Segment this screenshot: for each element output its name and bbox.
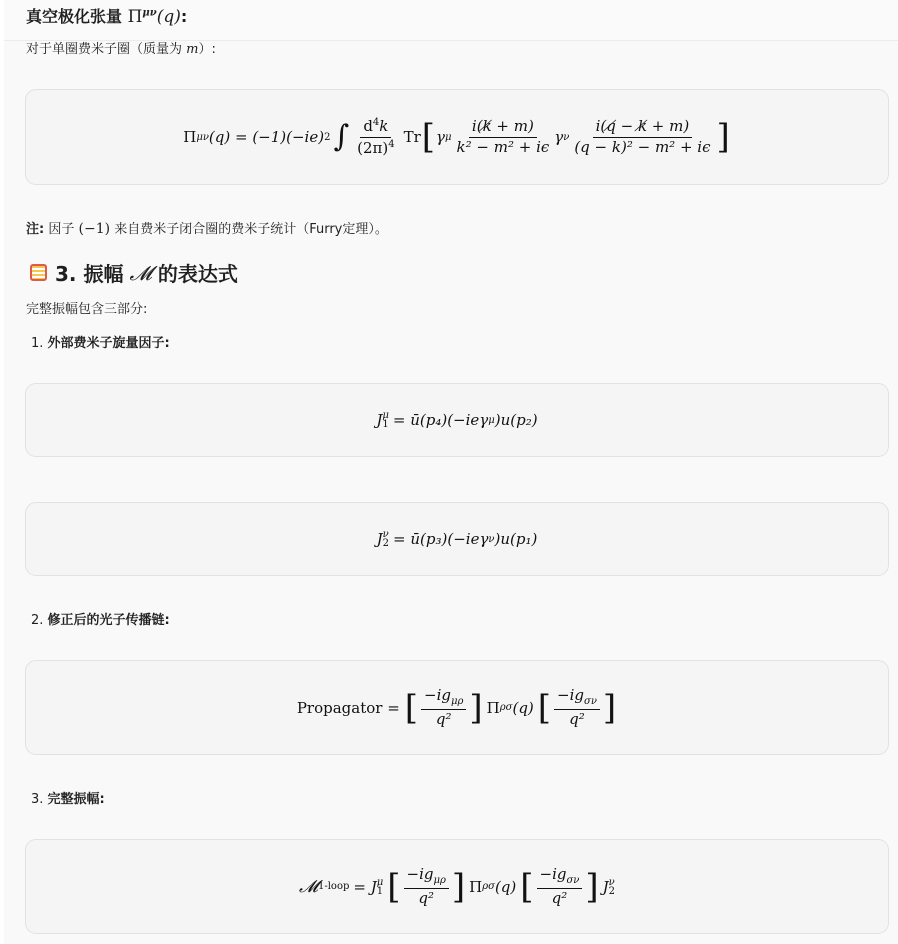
prop-f1-num: −ig <box>424 686 451 705</box>
j2-lhs-sub: 2 <box>382 538 390 549</box>
list-item-1-label: 外部费米子旋量因子: <box>47 336 170 351</box>
list-item-1-number: 1. <box>31 336 44 351</box>
amp-bracket-2-open: [ <box>520 866 534 907</box>
amp-bracket-1-open: [ <box>387 866 401 907</box>
trace-operator: Tr <box>403 128 421 146</box>
measure-d: d <box>363 117 373 136</box>
amp-lhs-sub: 1-loop <box>317 881 350 892</box>
j1-lhs: J <box>376 411 383 429</box>
prop-f1-num-sub: μρ <box>451 696 464 708</box>
eq-lhs-sup: μν <box>196 131 209 143</box>
j2-equation-box <box>25 502 889 576</box>
prop-pi-sup: ρσ <box>499 702 513 713</box>
right-bracket: ] <box>716 117 730 157</box>
amp-f1-den: q² <box>418 888 434 907</box>
measure-d-sup: 4 <box>372 117 380 129</box>
list-item-2-number: 2. <box>31 613 44 628</box>
heading-arg: (q) <box>156 7 181 27</box>
left-bracket: [ <box>421 117 436 157</box>
prop2-num: i(q̸ − k̸ + m) <box>593 118 693 137</box>
amp-j1-sup: μ <box>376 876 384 888</box>
j2-lhs: J <box>376 530 383 548</box>
gamma-mu: γ <box>436 128 446 146</box>
note-label: 注: <box>26 222 45 237</box>
measure-k: k <box>379 117 389 136</box>
j1-rhs-end: )u(p₂) <box>494 411 538 429</box>
prop2-den: (q − k)² − m² + iϵ <box>574 137 711 156</box>
prop-f2-num: −ig <box>557 686 585 705</box>
amplitude-equation <box>299 866 615 907</box>
amp-pi-arg: (q) <box>494 877 517 896</box>
vacuum-polarization-equation-box <box>25 89 889 185</box>
amp-bracket-1-close: ] <box>451 866 466 907</box>
propagator-equation-box <box>25 660 889 755</box>
section-3-heading-sym: 𝓜 <box>129 260 152 285</box>
gamma-nu-sup: ν <box>563 131 570 143</box>
abacus-icon <box>30 264 47 281</box>
furry-note <box>26 218 388 237</box>
amp-j2-sub: 2 <box>608 885 616 897</box>
j1-rhs-sup: μ <box>488 414 495 426</box>
propagator-lhs: Propagator = <box>296 698 400 717</box>
section-3-heading-post: 的表达式 <box>157 262 238 286</box>
amp-bracket-2-close: ] <box>585 866 599 907</box>
prop1-den: k² − m² + iϵ <box>456 137 550 156</box>
amp-f2-num: −ig <box>539 865 567 884</box>
j2-equation <box>377 530 538 548</box>
prop-bracket-1-close: ] <box>469 687 483 728</box>
amp-j2-sup: ν <box>608 876 615 888</box>
amp-f2-den: q² <box>551 888 568 907</box>
list-item-2 <box>31 609 170 628</box>
prop-bracket-2-close: ] <box>602 687 617 728</box>
note-text-post: 来自费米子闭合圈的费米子统计（Furry定理）。 <box>114 222 388 237</box>
note-text-pre: 因子 <box>48 222 75 237</box>
amp-j1-sub: 1 <box>376 885 384 897</box>
measure-fraction <box>354 117 397 157</box>
prop-pi-arg: (q) <box>512 698 534 717</box>
measure-den: (2π) <box>357 138 389 157</box>
eq-lhs-pi: Π <box>183 128 197 146</box>
j2-rhs: = ū(p₃)(−ieγ <box>393 530 489 548</box>
list-item-3-number: 3. <box>31 792 44 807</box>
photon-propagator-1 <box>421 687 466 728</box>
amp-photon-propagator-1 <box>404 866 449 907</box>
j2-rhs-end: )u(p₁) <box>494 530 538 548</box>
amp-photon-propagator-2 <box>537 866 583 907</box>
eq-pow: 2 <box>324 131 331 143</box>
amp-eq: = J <box>353 877 377 896</box>
prop-f2-num-sub: σν <box>584 696 597 708</box>
prop-f2-den: q² <box>569 709 585 728</box>
amp-f1-num: −ig <box>406 865 434 884</box>
j1-rhs: = ū(p₄)(−ieγ <box>392 411 489 429</box>
j1-lhs-sup: μ <box>382 410 389 421</box>
prop-f1-den: q² <box>435 709 452 728</box>
prop-bracket-1-open: [ <box>404 687 419 728</box>
measure-den-sup: 4 <box>388 138 395 150</box>
heading-pi-sup: μν <box>142 7 157 19</box>
prop1-num: i(k̸ + m) <box>469 118 537 137</box>
integral-sign: ∫ <box>333 119 350 154</box>
amp-pi-sup: ρσ <box>482 881 495 892</box>
section-3-heading-pre: 3. 振幅 <box>55 262 124 286</box>
j1-equation <box>376 411 537 429</box>
j1-lhs-sub: 1 <box>382 419 389 430</box>
heading-pi: Π <box>127 7 143 27</box>
eq-lhs-arg: (q) = (−1)(−ie) <box>208 128 325 146</box>
fermion-propagator-1 <box>454 118 553 156</box>
heading-colon: : <box>180 7 188 26</box>
vacuum-intro <box>26 38 216 57</box>
intro-mass: m <box>186 42 199 57</box>
j2-lhs-sup: ν <box>382 529 389 540</box>
section-3-heading <box>30 258 238 287</box>
note-factor: (−1) <box>78 221 111 237</box>
document-page <box>4 0 898 944</box>
propagator-equation <box>297 687 617 728</box>
vacuum-polarization-heading <box>26 4 187 27</box>
prop-pi: Π <box>486 698 500 717</box>
gamma-mu-sup: μ <box>445 131 452 143</box>
intro-text: 对于单圈费米子圈（质量为 <box>26 42 183 57</box>
list-item-1 <box>31 332 170 351</box>
amp-pi: Π <box>469 877 483 896</box>
amplitude-equation-box <box>25 839 889 934</box>
list-item-3-label: 完整振幅: <box>47 792 105 807</box>
amp-j2: J <box>602 877 609 896</box>
fermion-propagator-2 <box>571 118 713 156</box>
vacuum-polarization-equation <box>183 117 731 157</box>
photon-propagator-2 <box>554 687 600 728</box>
prop-bracket-2-open: [ <box>537 687 552 728</box>
amp-lhs: 𝓜 <box>298 876 318 897</box>
j1-equation-box <box>25 383 889 457</box>
amp-f1-num-sub: μρ <box>433 875 446 887</box>
gamma-nu: γ <box>554 128 564 146</box>
j2-rhs-sup: ν <box>488 533 495 545</box>
list-item-2-label: 修正后的光子传播链: <box>47 613 170 628</box>
section-3-intro: 完整振幅包含三部分: <box>26 302 148 317</box>
intro-end: ）: <box>198 42 216 57</box>
amp-f2-num-sub: σν <box>566 875 580 887</box>
list-item-3 <box>31 788 105 807</box>
heading-text: 真空极化张量 <box>26 7 123 26</box>
